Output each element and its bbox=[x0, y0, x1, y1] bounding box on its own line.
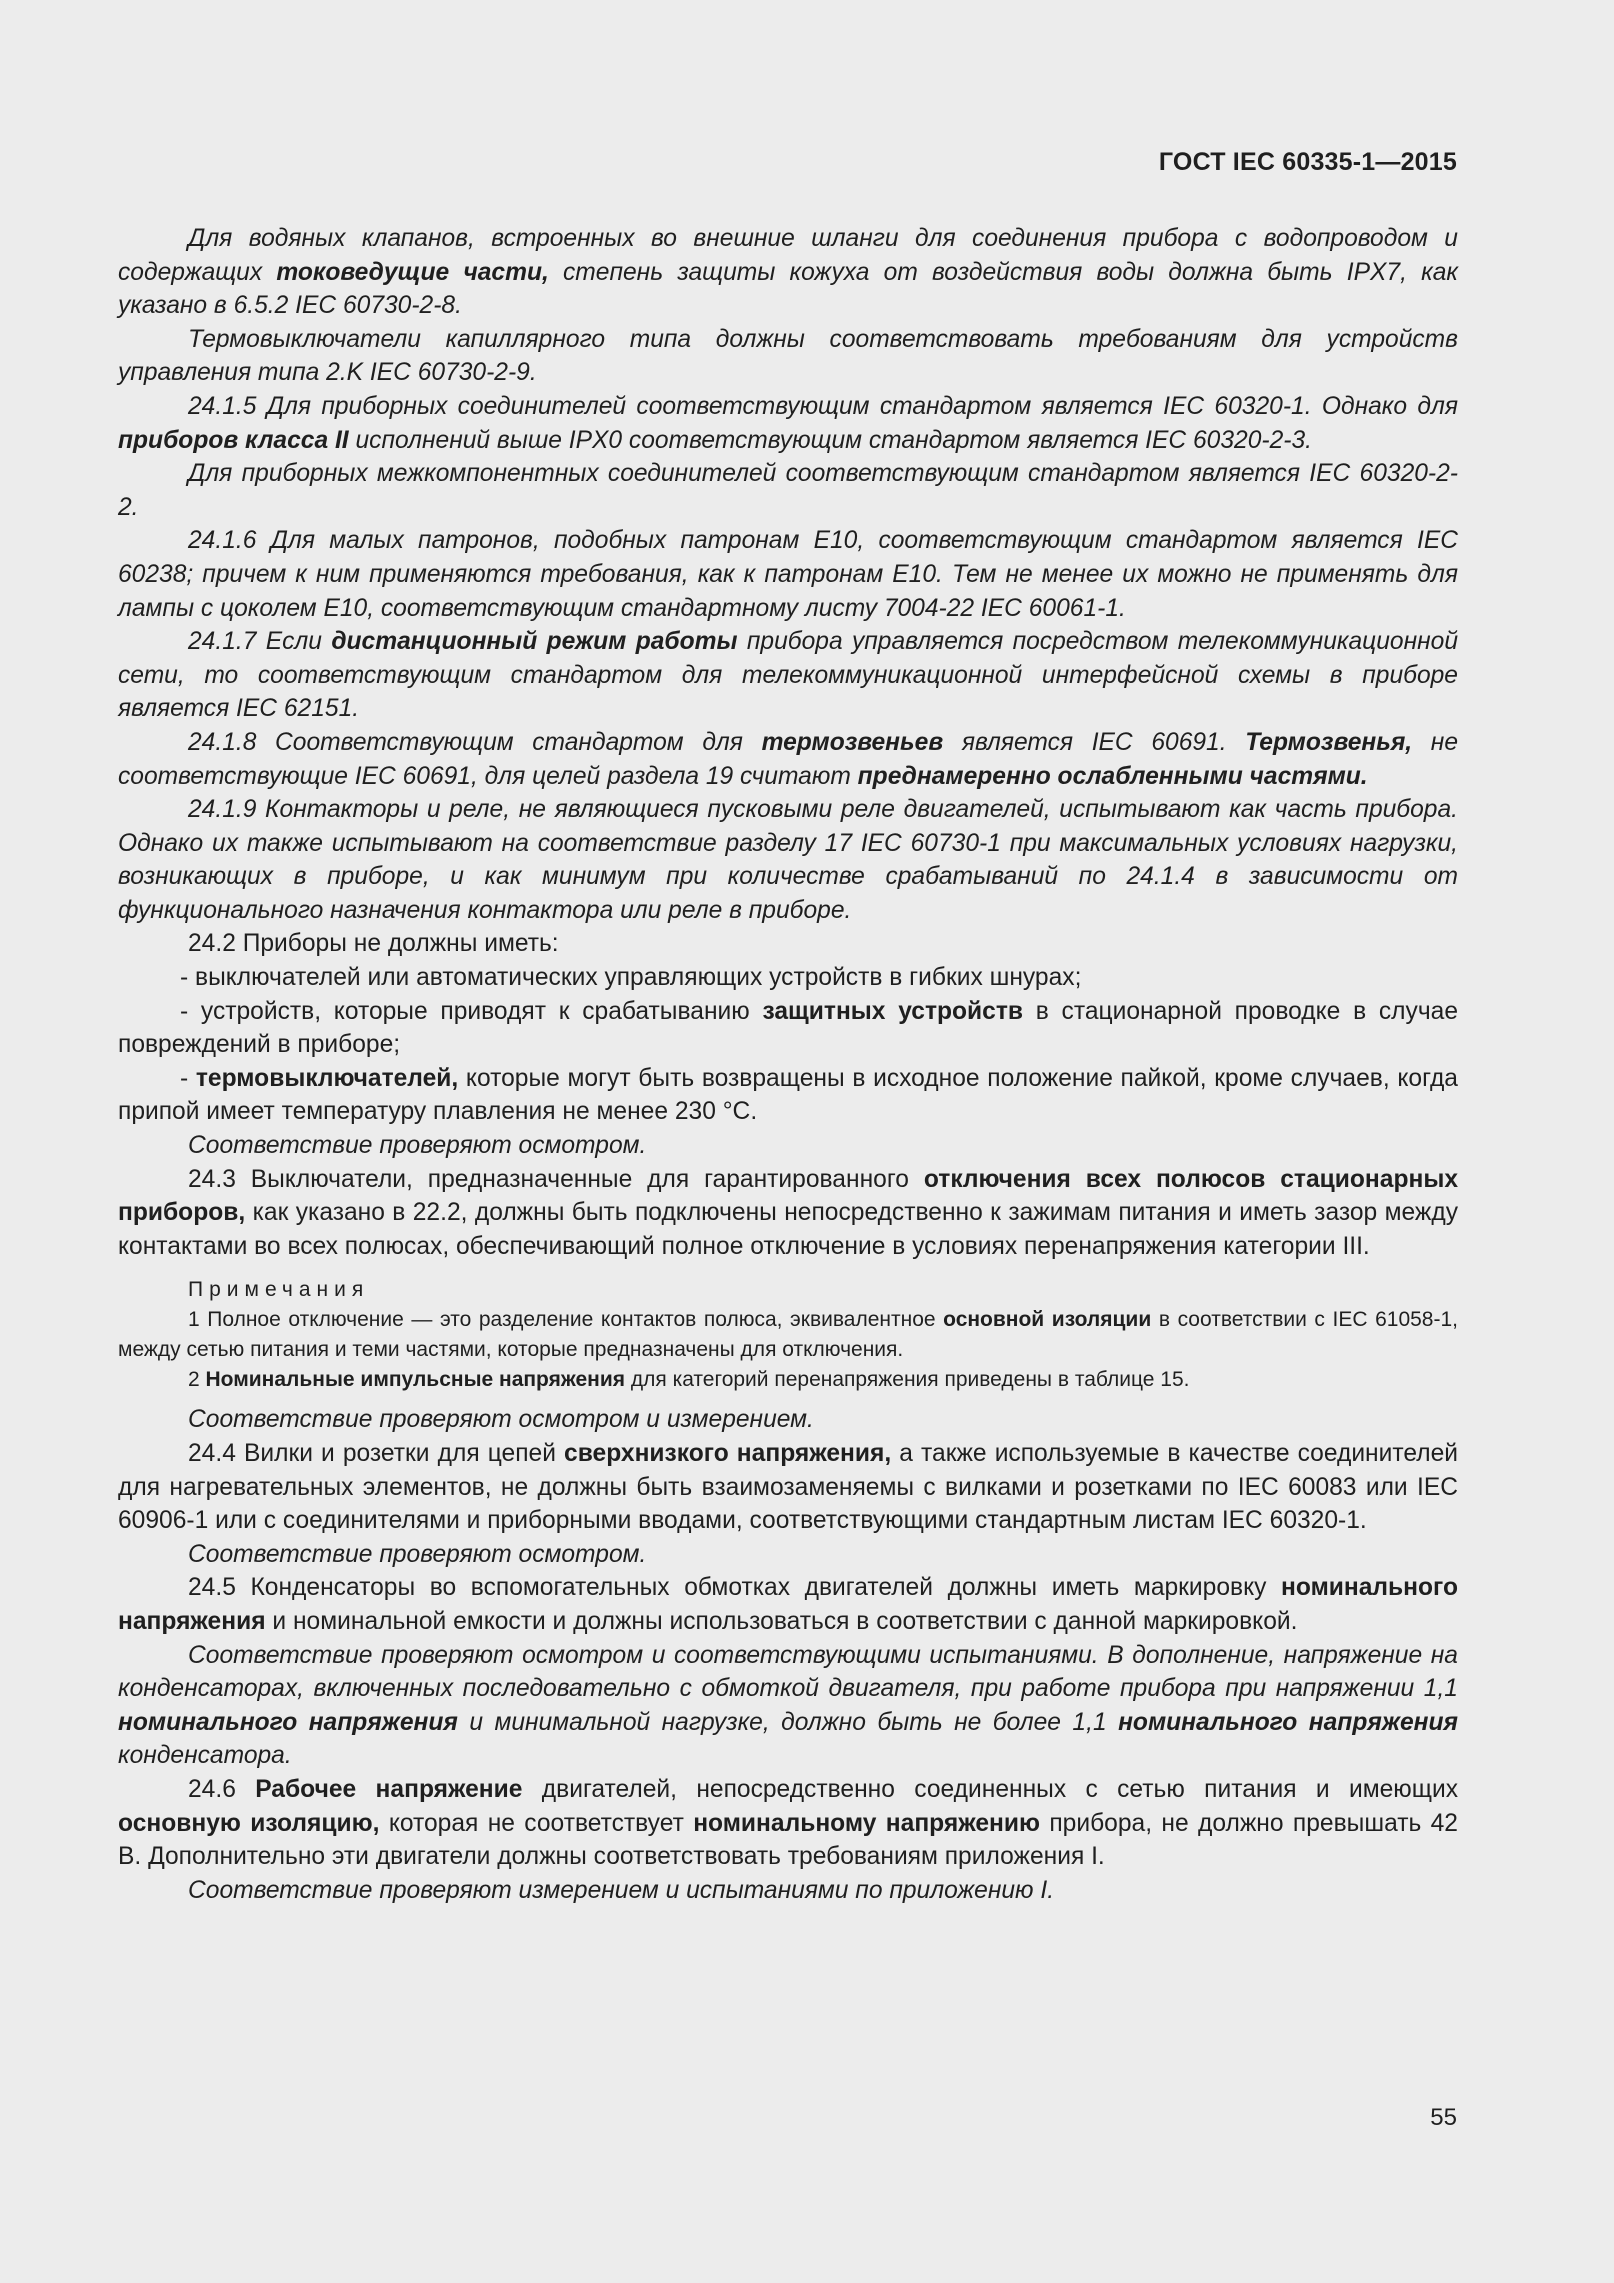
clause-24-1-8: 24.1.8 Соответствующим стандартом для термозвеньев является IEC 60691. Термозвенья, не соответствующие IEC 60691, для целей раздела 19 считают преднамеренно ослабленными частями. bbox=[118, 728, 1459, 790]
notes-title: Примечания bbox=[188, 1278, 370, 1302]
list-item: - термовыключателей, которые могут быть возвращены в исходное положение пайкой, кроме случаев, когда припой имеет температуру плавления не менее 230 °С. bbox=[118, 1064, 1458, 1126]
page-number: 55 bbox=[1430, 2104, 1457, 2131]
compliance-note: Соответствие проверяют осмотром и измерением. bbox=[188, 1406, 814, 1434]
compliance-note: Соответствие проверяют измерением и испытаниями по приложению I. bbox=[188, 1876, 1055, 1904]
note-item: 2 Номинальные импульсные напряжения для категорий перенапряжения приведены в таблице 15. bbox=[188, 1368, 1190, 1392]
paragraph-interconnection-couplers: Для приборных межкомпонентных соединителей соответствующим стандартом является IEC 60320-2-2. bbox=[118, 460, 1458, 521]
notes-block bbox=[118, 1275, 1458, 1395]
clause-24-6: 24.6 Рабочее напряжение двигателей, непосредственно соединенных с сетью питания и имеющих основную изоляцию, которая не соответствует номинальному напряжению прибора, не должно превышать 42 В. Дополнительно эти двигатели должны соответствовать требованиям приложения I. bbox=[118, 1775, 1458, 1871]
note-item: 1 Полное отключение — это разделение контактов полюса, эквивалентное основной изоляции в соответствии с IEC 61058-1, между сетью питания и теми частями, которые предназначены для отключения. bbox=[118, 1308, 1458, 1362]
body-text bbox=[118, 222, 1458, 1907]
compliance-note: Соответствие проверяют осмотром и соответствующими испытаниями. В дополнение, напряжение на конденсаторах, включенных последовательно с обмоткой двигателя, при работе прибора при напряжении 1,1 номинального напряжения и минимальной нагрузке, должно быть не более 1,1 номинального напряжения конденсатора. bbox=[118, 1641, 1458, 1770]
compliance-note: Соответствие проверяют осмотром. bbox=[188, 1540, 647, 1568]
list-item: - устройств, которые приводят к срабатыванию защитных устройств в стационарной проводке в случае повреждений в приборе; bbox=[118, 997, 1458, 1059]
clause-24-1-6: 24.1.6 Для малых патронов, подобных патронам E10, соответствующим стандартом является IEC 60238; причем к ним применяются требования, как к патронам E10. Тем не менее их можно не применять для лампы с цоколем E10, соответствующим стандартному листу 7004-22 IEC 60061-1. bbox=[118, 527, 1458, 622]
compliance-note: Соответствие проверяют осмотром. bbox=[188, 1132, 647, 1160]
paragraph-capillary-thermostats: Термовыключатели капиллярного типа должны соответствовать требованиям для устройств управления типа 2.K IEC 60730-2-9. bbox=[118, 325, 1458, 387]
clause-24-1-7: 24.1.7 Если дистанционный режим работы прибора управляется посредством телекоммуникационной сети, то соответствующим стандартом для телекоммуникационной интерфейсной схемы в приборе является IEC 62151. bbox=[118, 628, 1459, 723]
clause-24-1-5: 24.1.5 Для приборных соединителей соответствующим стандартом является IEC 60320-1. Однако для приборов класса II исполнений выше IPX0 соответствующим стандартом является IEC 60320-2-3. bbox=[118, 392, 1458, 454]
list-item: - выключателей или автоматических управляющих устройств в гибких шнурах; bbox=[180, 964, 1082, 992]
standard-header: ГОСТ IEC 60335-1—2015 bbox=[1158, 148, 1457, 176]
paragraph-water-valves: Для водяных клапанов, встроенных во внешние шланги для соединения прибора с водопроводом и содержащих токоведущие части, степень защиты кожуха от воздействия воды должна быть IPX7, как указано в 6.5.2 IEC 60730-2-8. bbox=[118, 225, 1458, 320]
clause-24-1-9: 24.1.9 Контакторы и реле, не являющиеся пусковыми реле двигателей, испытывают как часть прибора. Однако их также испытывают на соответствие разделу 17 IEC 60730-1 при максимальных условиях нагрузки, возникающих в приборе, и как минимум при количестве срабатываний по 24.1.4 в зависимости от функционального назначения контактора или реле в приборе. bbox=[118, 796, 1458, 924]
clause-24-3: 24.3 Выключатели, предназначенные для гарантированного отключения всех полюсов стационарных приборов, как указано в 22.2, должны быть подключены непосредственно к зажимам питания и иметь зазор между контактами во всех полюсах, обеспечивающий полное отключение в условиях перенапряжения категории III. bbox=[118, 1165, 1458, 1260]
clause-24-4: 24.4 Вилки и розетки для цепей сверхнизкого напряжения, а также используемые в качестве соединителей для нагревательных элементов, не должны быть взаимозаменяемы с вилками и розетками по IEC 60083 или IEC 60906-1 или с соединителями и приборными вводами, соответствующими стандартным листам IEC 60320-1. bbox=[118, 1440, 1458, 1535]
clause-24-2: 24.2 Приборы не должны иметь: bbox=[188, 930, 559, 958]
clause-24-5: 24.5 Конденсаторы во вспомогательных обмотках двигателей должны иметь маркировку номинального напряжения и номинальной емкости и должны использоваться в соответствии с данной маркировкой. bbox=[118, 1574, 1458, 1635]
